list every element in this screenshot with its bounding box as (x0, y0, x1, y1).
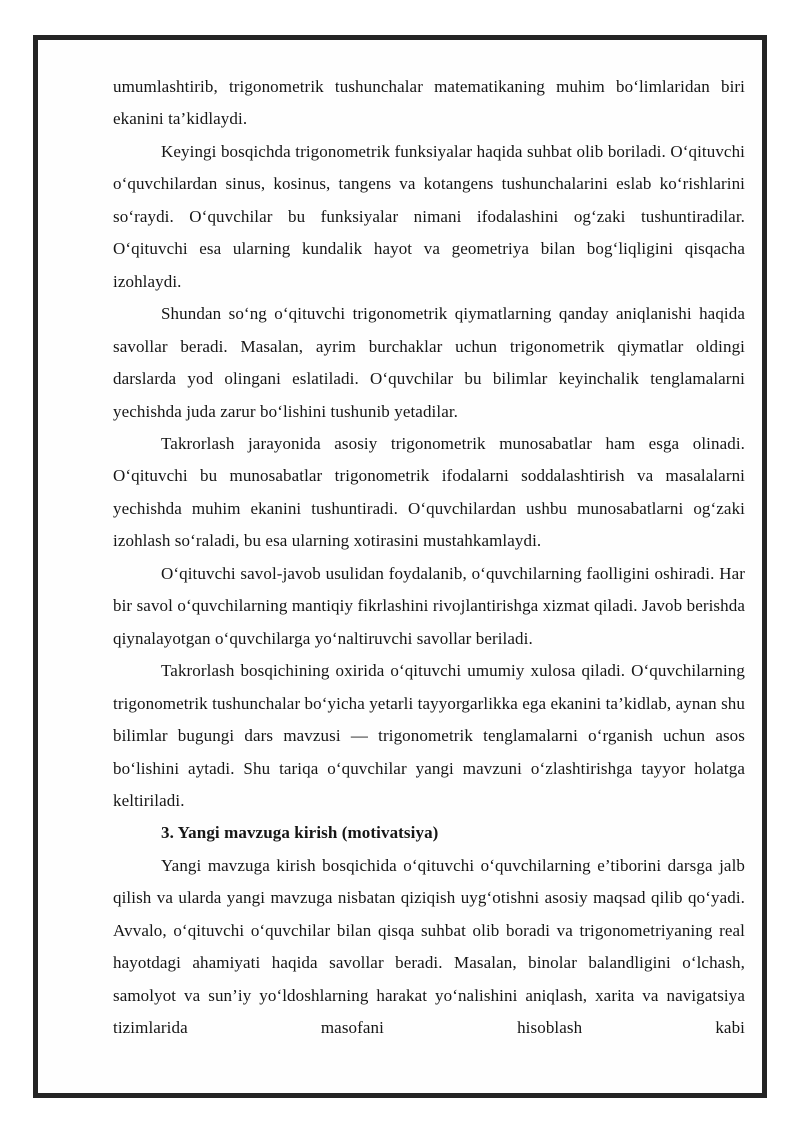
paragraph: O‘qituvchi savol-javob usulidan foydalanib, o‘quvchilarning faolligini oshiradi. Har bir savol o‘quvchilarning mantiqiy fikrlashini rivojlantirishga xizmat qiladi. Javob berishda qiynalayotgan o‘quvchilarga yo‘naltiruvchi savollar beriladi. (113, 563, 745, 648)
paragraph: Takrorlash bosqichining oxirida o‘qituvchi umumiy xulosa qiladi. O‘quvchilarning trigonometrik tushunchalar bo‘yicha yetarli tayyorgarlikka ega ekanini ta’kidlab, aynan shu bilimlar bugungi dars mavzusi — trigonometrik tenglamalarni o‘rganish uchun asos bo‘lishini aytadi. Shu tariqa o‘quvchilar yangi mavzuni o‘zlashtirishga tayyor holatga keltiriladi. (113, 661, 745, 810)
paragraph: Shundan so‘ng o‘qituvchi trigonometrik qiymatlarning qanday aniqlanishi haqida savollar beradi. Masalan, ayrim burchaklar uchun trigonometrik qiymatlar oldingi darslarda yod olingani eslatiladi. O‘quvchilar bu bilimlar keyinchalik tenglamalarni yechishda juda zarur bo‘lishini tushunib yetadilar. (113, 304, 745, 421)
paragraph: Keyingi bosqichda trigonometrik funksiyalar haqida suhbat olib boriladi. O‘qituvchi o‘quvchilardan sinus, kosinus, tangens va kotangens tushunchalarini eslab ko‘rishlarini so‘raydi. O‘quvchilar bu funksiyalar nimani ifodalashini og‘zaki tushuntiradilar. O‘qituvchi esa ularning kundalik hayot va geometriya bilan bog‘liqligini qisqacha izohlaydi. (113, 141, 745, 291)
paragraph: Yangi mavzuga kirish bosqichida o‘qituvchi o‘quvchilarning e’tiborini darsga jalb qilish va ularda yangi mavzuga nisbatan qiziqish uyg‘otishni asosiy maqsad qilib qo‘yadi. Avvalo, o‘qituvchi o‘quvchilar bilan qisqa suhbat olib boradi va trigonometriyaning real hayotdagi ahamiyati haqida savollar beradi. Masalan, binolar balandligini o‘lchash, samolyot va sun’iy yo‘ldoshlarning harakat yo‘nalishini aniqlash, xarita va navigatsiya tizimlarida masofani hisoblash kabi (113, 855, 745, 1038)
text-block (113, 71, 745, 1045)
section-heading: 3. Yangi mavzuga kirish (motivatsiya) (161, 823, 439, 843)
paragraph: Takrorlash jarayonida asosiy trigonometrik munosabatlar ham esga olinadi. O‘qituvchi bu munosabatlar trigonometrik ifodalarni soddalashtirish va masalalarni yechishda muhim ekanini tushuntiradi. O‘quvchilardan ushbu munosabatlarni og‘zaki izohlash so‘raladi, bu esa ularning xotirasini mustahkamlaydi. (113, 433, 745, 551)
paragraph: umumlashtirib, trigonometrik tushunchalar matematikaning muhim bo‘limlaridan biri ekanini ta’kidlaydi. (113, 77, 745, 129)
